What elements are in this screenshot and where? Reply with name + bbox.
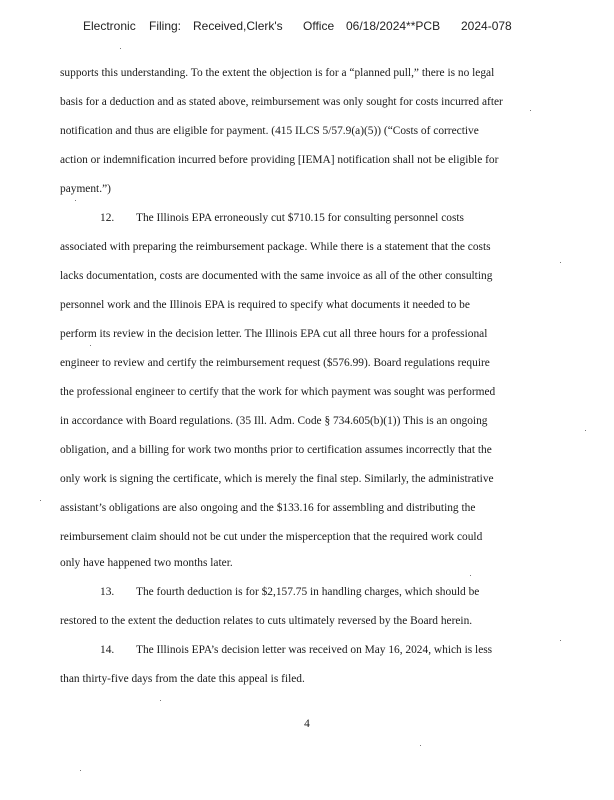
intro-line-4: action or indemnification incurred before providing [IEMA] notification shall not be eligible for [60,154,499,166]
intro-line-5: payment.”) [60,183,111,195]
stamp-filing: Filing: [149,19,182,33]
stamp-date: 06/18/2024**PCB [346,19,441,33]
paragraph-12-line-4: personnel work and the Illinois EPA is required to specify what documents it needed to be [60,299,470,311]
paragraph-12-line-10: only work is signing the certificate, which is merely the final step. Similarly, the administrative [60,473,494,485]
paragraph-12-line-3: lacks documentation, costs are documented with the same invoice as all of the other consulting [60,270,493,282]
page-number: 4 [304,718,310,730]
paragraph-12-line-1: The Illinois EPA erroneously cut $710.15 for consulting personnel costs [136,212,464,224]
paragraph-12-line-13: only have happened two months later. [60,557,233,569]
paragraph-13-number: 13. [100,586,115,598]
paragraph-12-line-8: in accordance with Board regulations. (35 Ill. Adm. Code § 734.605(b)(1)) This is an ongoing [60,415,488,427]
filing-stamp-header [0,19,614,37]
paragraph-13-line-2: restored to the extent the deduction relates to cuts ultimately reversed by the Board herein. [60,615,473,627]
paragraph-13-line-1: The fourth deduction is for $2,157.75 in handling charges, which should be [136,586,480,598]
paragraph-14-number: 14. [100,644,115,656]
paragraph-12-line-7: the professional engineer to certify that the work for which payment was sought was performed [60,386,496,398]
paragraph-12-line-2: associated with preparing the reimbursement package. While there is a statement that the costs [60,241,491,253]
stamp-case-number: 2024-078 [461,19,512,33]
paragraph-12-line-12: reimbursement claim should not be cut under the misperception that the required work could [60,531,483,543]
paragraph-12-line-9: obligation, and a billing for work two months prior to certification assumes incorrectly that the [60,444,492,456]
stamp-received: Received,Clerk's [193,19,283,33]
paragraph-12-line-6: engineer to review and certify the reimbursement request ($576.99). Board regulations require [60,357,490,369]
paragraph-12-line-5: perform its review in the decision letter. The Illinois EPA cut all three hours for a professional [60,328,488,340]
paragraph-14-line-1: The Illinois EPA’s decision letter was received on May 16, 2024, which is less [136,644,493,656]
intro-line-1: supports this understanding. To the extent the objection is for a “planned pull,” there is no legal [60,67,495,79]
intro-line-3: notification and thus are eligible for payment. (415 ILCS 5/57.9(a)(5)) (“Costs of corrective [60,125,479,137]
stamp-office: Office [303,19,335,33]
intro-line-2: basis for a deduction and as stated above, reimbursement was only sought for costs incurred after [60,96,503,108]
paragraph-14-line-2: than thirty-five days from the date this appeal is filed. [60,673,305,685]
stamp-electronic: Electronic [83,19,136,33]
paragraph-12-line-11: assistant’s obligations are also ongoing and the $133.16 for assembling and distributing the [60,502,476,514]
paragraph-12-number: 12. [100,212,115,224]
